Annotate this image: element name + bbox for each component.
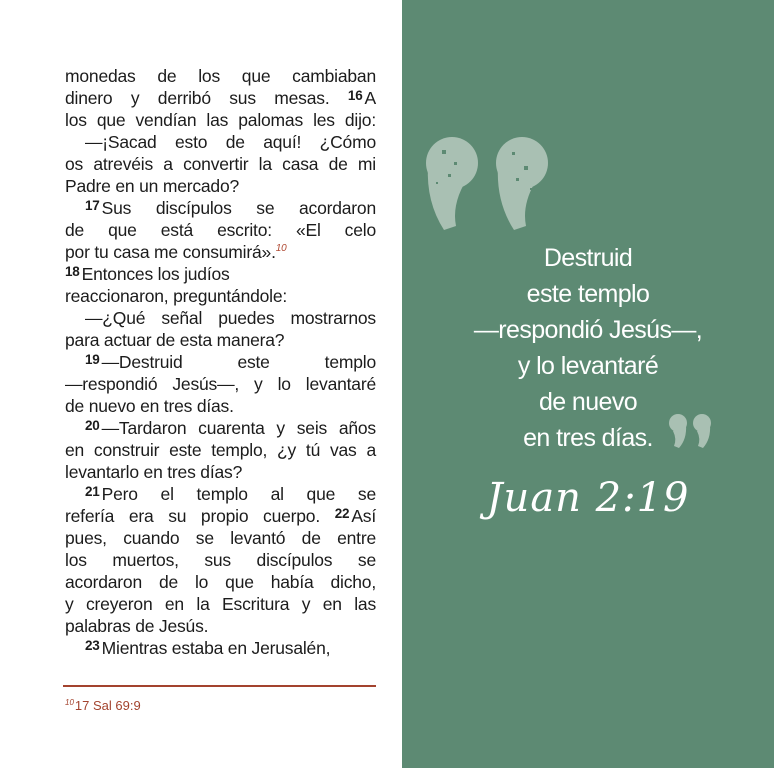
scripture-line: os atrevéis a convertir la casa de mi <box>65 154 376 174</box>
scripture-line: —¿Qué señal puedes mostrarnos <box>85 308 376 328</box>
scripture-line: los muertos, sus discípulos se <box>65 550 376 570</box>
pull-quote-line: este templo <box>526 280 650 308</box>
verse-number-16: 16 <box>347 88 363 103</box>
footnote-reference: 10 <box>275 243 287 254</box>
scripture-line: pues, cuando se levantó de entre <box>65 528 376 548</box>
scripture-line: en construir este templo, ¿y tú vas a <box>65 440 376 460</box>
scripture-line: y creyeron en la Escritura y en las <box>65 594 376 614</box>
scripture-line: $^{18}$ Entonces los judíos <box>65 264 230 284</box>
pull-quote <box>402 240 774 456</box>
scripture-line: $^{20}$ —Tardaron cuarenta y seis años <box>85 418 376 438</box>
scripture-line: $^{17}$ Sus discípulos se acordaron <box>85 198 376 218</box>
scripture-line: —¡Sacad esto de aquí! ¿Cómo <box>85 132 376 152</box>
verse-number-18: 18 <box>65 264 80 279</box>
scripture-line: $^{23}$ Mientras estaba en Jerusalén, <box>85 638 331 658</box>
pull-quote-line: Destruid <box>543 244 633 272</box>
footnote-text: 17 Sal 69:9 <box>74 698 141 713</box>
scripture-line: para actuar de esta manera? <box>65 330 285 350</box>
scripture-line: monedas de los que cambiaban <box>65 66 376 86</box>
scripture-line: palabras de Jesús. <box>65 616 209 636</box>
pull-quote-line: en tres días. <box>523 424 653 452</box>
verse-number-17: 17 <box>85 198 100 213</box>
verse-number-21: 21 <box>85 484 100 499</box>
scripture-line: dinero y derribó sus mesas. $^{16}$ A <box>65 88 376 108</box>
scripture-line: —respondió Jesús—, y lo levantaré <box>65 374 376 394</box>
scripture-line: $^{21}$ Pero el templo al que se <box>85 484 376 504</box>
scripture-line: por tu casa me consumirá».$^{10}$ <box>65 242 287 262</box>
pull-quote-line: —respondió Jesús—, <box>473 316 703 344</box>
verse-number-23: 23 <box>85 638 100 653</box>
quote-panel <box>402 0 774 768</box>
pull-quote-line: y lo levantaré <box>517 352 659 380</box>
scripture-line: reaccionaron, preguntándole: <box>65 286 288 306</box>
verse-number-19: 19 <box>85 352 100 367</box>
close-quote-icon <box>667 413 715 449</box>
scripture-line: Padre en un mercado? <box>65 176 240 196</box>
scripture-line: los que vendían las palomas les dijo: <box>65 110 376 130</box>
scripture-text <box>65 65 376 659</box>
footnote <box>65 698 141 713</box>
scripture-reference: Juan 2:19 <box>486 475 690 521</box>
pull-quote-line: de nuevo <box>538 388 638 416</box>
open-quote-icon <box>424 130 564 236</box>
verse-number-20: 20 <box>85 418 100 433</box>
scripture-line: de nuevo en tres días. <box>65 396 234 416</box>
footnote-divider <box>63 685 376 687</box>
scripture-line: levantarlo en tres días? <box>65 462 243 482</box>
verse-number-22: 22 <box>334 506 350 521</box>
scripture-line: refería era su propio cuerpo. $^{22}$ Así <box>65 506 376 526</box>
scripture-line: acordaron de lo que había dicho, <box>65 572 376 592</box>
scripture-line: de que está escrito: «El celo <box>65 220 376 240</box>
footnote-number: 10 <box>65 698 74 707</box>
scripture-line: $^{19}$ —Destruid este templo <box>85 352 376 372</box>
